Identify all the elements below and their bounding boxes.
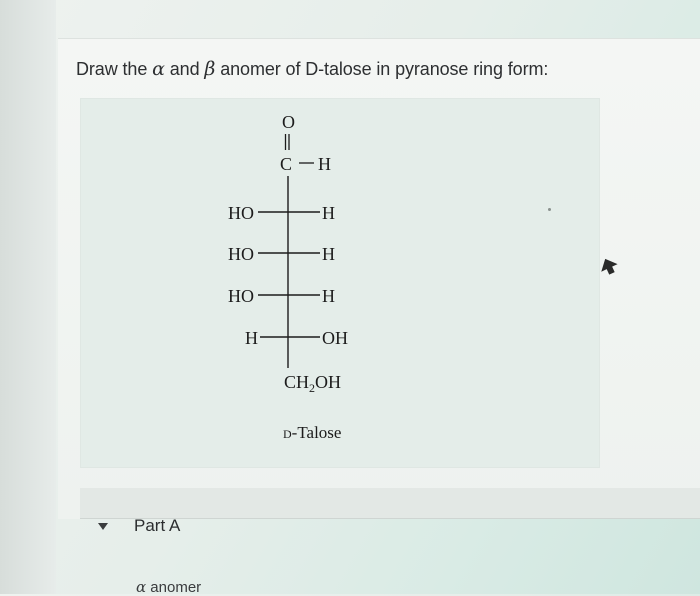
caption-name: -Talose (291, 423, 342, 442)
carbonyl-oxygen: O (282, 112, 295, 132)
caption-d-prefix: D (283, 427, 292, 441)
structure-image-panel (80, 98, 600, 468)
anomer-alpha-symbol: α (136, 578, 147, 596)
row2-left-group: HO (228, 244, 254, 264)
part-a-title: Part A (134, 516, 181, 535)
question-prefix: Draw the (76, 59, 153, 79)
anomer-text: anomer (146, 579, 202, 596)
screen-edge (0, 0, 56, 594)
part-a-toggle[interactable] (96, 511, 396, 541)
alpha-anomer-label (136, 578, 201, 596)
screen-speck (548, 208, 551, 211)
collapse-caret-icon[interactable] (98, 523, 108, 530)
row4-right-group: OH (322, 328, 348, 348)
row3-right-group: H (322, 286, 335, 306)
ch2oh-ch: CH (284, 372, 310, 392)
beta-symbol: β (204, 58, 216, 80)
aldehyde-carbon: C (280, 154, 293, 174)
row4-left-group: H (245, 328, 258, 348)
row1-right-group: H (322, 203, 335, 223)
row3-left-group: HO (228, 286, 254, 306)
ch2oh-oh: OH (315, 372, 342, 392)
alpha-symbol: α (152, 58, 165, 80)
ch2oh-subscript: 2 (309, 381, 316, 395)
question-middle: and (164, 59, 205, 79)
row1-left-group: HO (228, 203, 254, 223)
aldehyde-hydrogen: H (318, 154, 331, 174)
row2-right-group: H (322, 244, 335, 264)
question-text (76, 58, 548, 80)
mouse-cursor-icon (598, 256, 620, 278)
question-suffix: anomer of D-talose in pyranose ring form: (215, 59, 549, 79)
